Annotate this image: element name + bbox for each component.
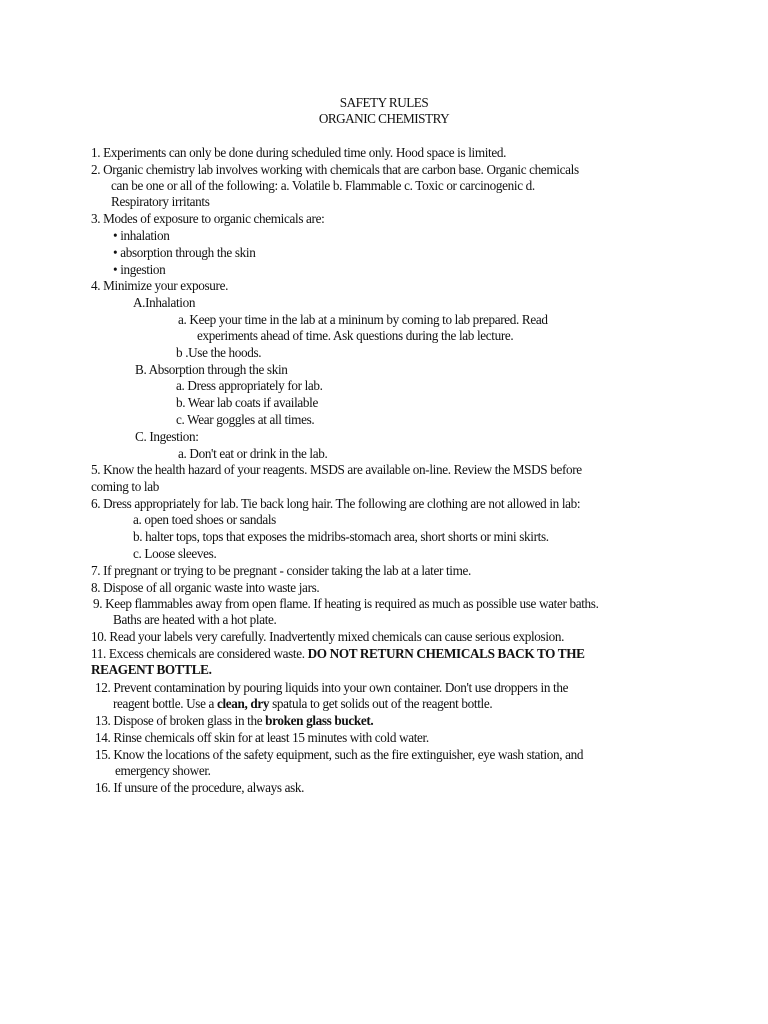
rule-4-a-heading: A.Inhalation <box>133 295 196 310</box>
rule-2-line-1: 2. Organic chemistry lab involves working with chemicals that are carbon base. Organic chemicals <box>91 162 579 177</box>
rule-9-line-1: 9. Keep flammables away from open flame. If heating is required as much as possible use water baths. <box>93 596 599 611</box>
rule-3-item-inhalation: • inhalation <box>113 228 170 243</box>
rule-12-text-pre: reagent bottle. Use a <box>113 696 217 711</box>
rule-11-emphasis-end: REAGENT BOTTLE. <box>91 662 212 677</box>
rule-4-a-item-a-line-2: experiments ahead of time. Ask questions during the lab lecture. <box>197 328 514 343</box>
rule-4-b-item-a: a. Dress appropriately for lab. <box>176 378 323 393</box>
rule-15-line-2: emergency shower. <box>115 763 211 778</box>
rule-12-line-1: 12. Prevent contamination by pouring liquids into your own container. Don't use droppers in the <box>95 680 569 695</box>
rule-8: 8. Dispose of all organic waste into waste jars. <box>91 580 320 595</box>
rule-7: 7. If pregnant or trying to be pregnant - consider taking the lab at a later time. <box>91 563 471 578</box>
title-organic-chemistry: ORGANIC CHEMISTRY <box>318 111 450 126</box>
rule-3-item-ingestion: • ingestion <box>113 262 166 277</box>
rule-2-line-3: Respiratory irritants <box>111 194 210 209</box>
rule-5-line-1: 5. Know the health hazard of your reagents. MSDS are available on-line. Review the MSDS before <box>91 462 582 477</box>
rule-4-a-item-b: b .Use the hoods. <box>176 345 262 360</box>
rule-12-line-2 <box>113 696 492 712</box>
rule-11-line-1 <box>91 646 585 662</box>
rule-1: 1. Experiments can only be done during scheduled time only. Hood space is limited. <box>91 145 507 160</box>
rule-4-b-heading: B. Absorption through the skin <box>135 362 288 377</box>
rule-13-emphasis: broken glass bucket. <box>265 713 374 728</box>
title-safety-rules: SAFETY RULES <box>339 95 429 110</box>
rule-11-line-2 <box>91 662 212 678</box>
rule-11-text: 11. Excess chemicals are considered waste. <box>91 646 308 661</box>
rule-2-line-2: can be one or all of the following: a. Volatile b. Flammable c. Toxic or carcinogenic d. <box>111 178 535 193</box>
rule-4-c-item-a: a. Don't eat or drink in the lab. <box>178 446 328 461</box>
rule-5-line-2: coming to lab <box>91 479 159 494</box>
rule-6-item-b: b. halter tops, tops that exposes the midribs-stomach area, short shorts or mini skirts. <box>133 529 549 544</box>
rule-11-emphasis: DO NOT RETURN CHEMICALS BACK TO THE <box>307 646 585 661</box>
rule-13-text: Dispose of broken glass in the <box>110 713 266 728</box>
rule-16: 16. If unsure of the procedure, always ask. <box>95 780 305 795</box>
rule-10: 10. Read your labels very carefully. Inadvertently mixed chemicals can cause serious explosion. <box>91 629 565 644</box>
rule-4-a-item-a-line-1: a. Keep your time in the lab at a mininum by coming to lab prepared. Read <box>178 312 548 327</box>
rule-12-emphasis: clean, dry <box>216 696 270 711</box>
rule-12-text-post: spatula to get solids out of the reagent bottle. <box>269 696 493 711</box>
rule-13 <box>95 713 373 729</box>
rule-4-b-item-c: c. Wear goggles at all times. <box>176 412 315 427</box>
rule-6: 6. Dress appropriately for lab. Tie back long hair. The following are clothing are not allowed in lab: <box>91 496 581 511</box>
rule-9-line-2: Baths are heated with a hot plate. <box>113 612 277 627</box>
rule-4: 4. Minimize your exposure. <box>91 278 229 293</box>
rule-6-item-c: c. Loose sleeves. <box>133 546 217 561</box>
rule-15-line-1: 15. Know the locations of the safety equipment, such as the fire extinguisher, eye wash station, and <box>95 747 584 762</box>
rule-4-b-item-b: b. Wear lab coats if available <box>176 395 318 410</box>
rule-4-c-heading: C. Ingestion: <box>135 429 199 444</box>
rule-3-item-absorption: • absorption through the skin <box>113 245 256 260</box>
rule-13-number: 13. <box>95 713 111 728</box>
rule-6-item-a: a. open toed shoes or sandals <box>133 512 276 527</box>
rule-3: 3. Modes of exposure to organic chemicals are: <box>91 211 325 226</box>
rule-14: 14. Rinse chemicals off skin for at least 15 minutes with cold water. <box>95 730 429 745</box>
